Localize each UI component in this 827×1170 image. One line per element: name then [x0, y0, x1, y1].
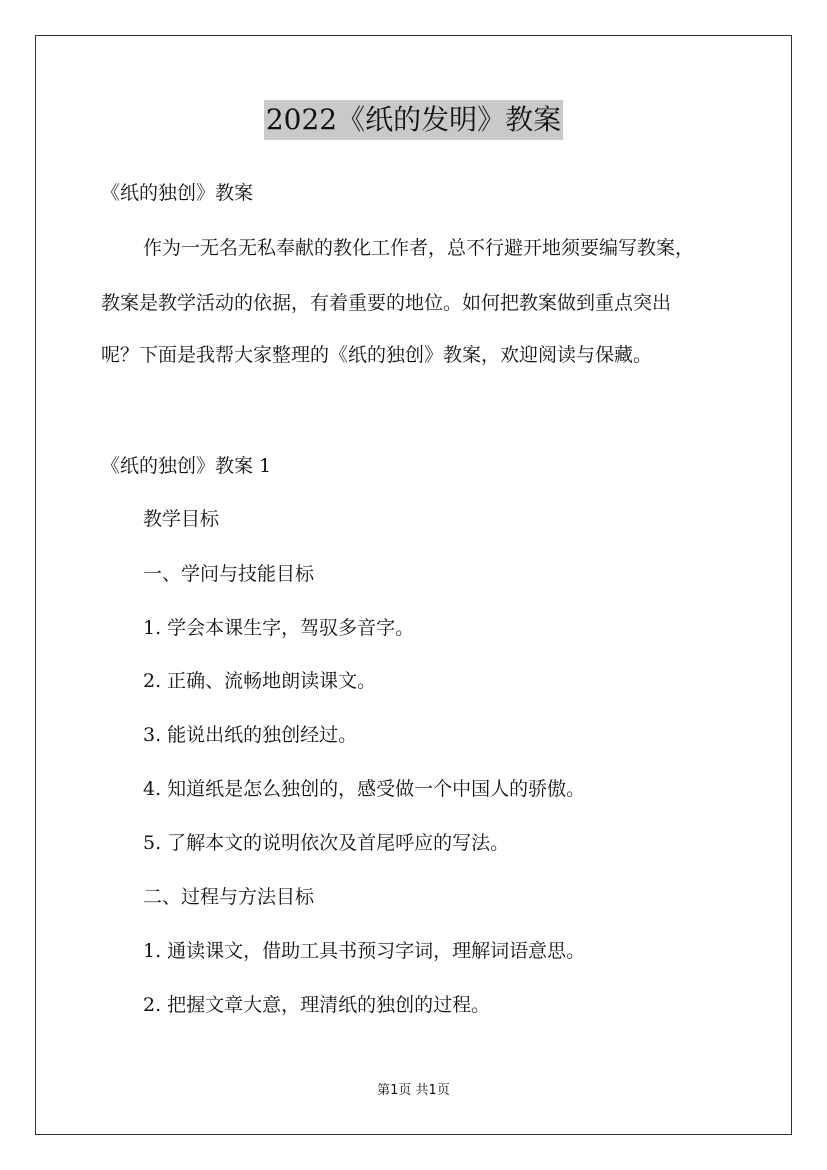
- body-line: 5. 了解本文的说明依次及首尾呼应的写法。: [143, 832, 510, 854]
- body-line: 一、学问与技能目标: [143, 563, 315, 585]
- intro-line-1: 作为一无名无私奉献的教化工作者，总不行避开地须要编写教案，: [143, 237, 695, 259]
- section-heading: 《纸的独创》教案 1: [101, 455, 272, 477]
- subtitle: 《纸的独创》教案: [101, 182, 254, 204]
- body-line: 4. 知道纸是怎么独创的，感受做一个中国人的骄傲。: [143, 778, 586, 800]
- intro-line-2: 教案是教学活动的依据，有着重要的地位。如何把教案做到重点突出: [101, 292, 672, 314]
- body-line: 教学目标: [143, 508, 220, 530]
- body-line: 1. 通读课文，借助工具书预习字词，理解词语意思。: [143, 940, 586, 962]
- title-container: [0, 100, 827, 140]
- body-line: 2. 正确、流畅地朗读课文。: [143, 670, 377, 692]
- body-line: 1. 学会本课生字，驾驭多音字。: [143, 617, 415, 639]
- body-line: 二、过程与方法目标: [143, 886, 315, 908]
- body-line: 2. 把握文章大意，理清纸的独创的过程。: [143, 994, 491, 1016]
- document-title: 2022《纸的发明》教案: [264, 100, 563, 140]
- intro-line-3: 呢？下面是我帮大家整理的《纸的独创》教案，欢迎阅读与保藏。: [101, 344, 653, 366]
- body-line: 3. 能说出纸的独创经过。: [143, 724, 358, 746]
- page-footer: 第1页 共1页: [377, 1083, 450, 1098]
